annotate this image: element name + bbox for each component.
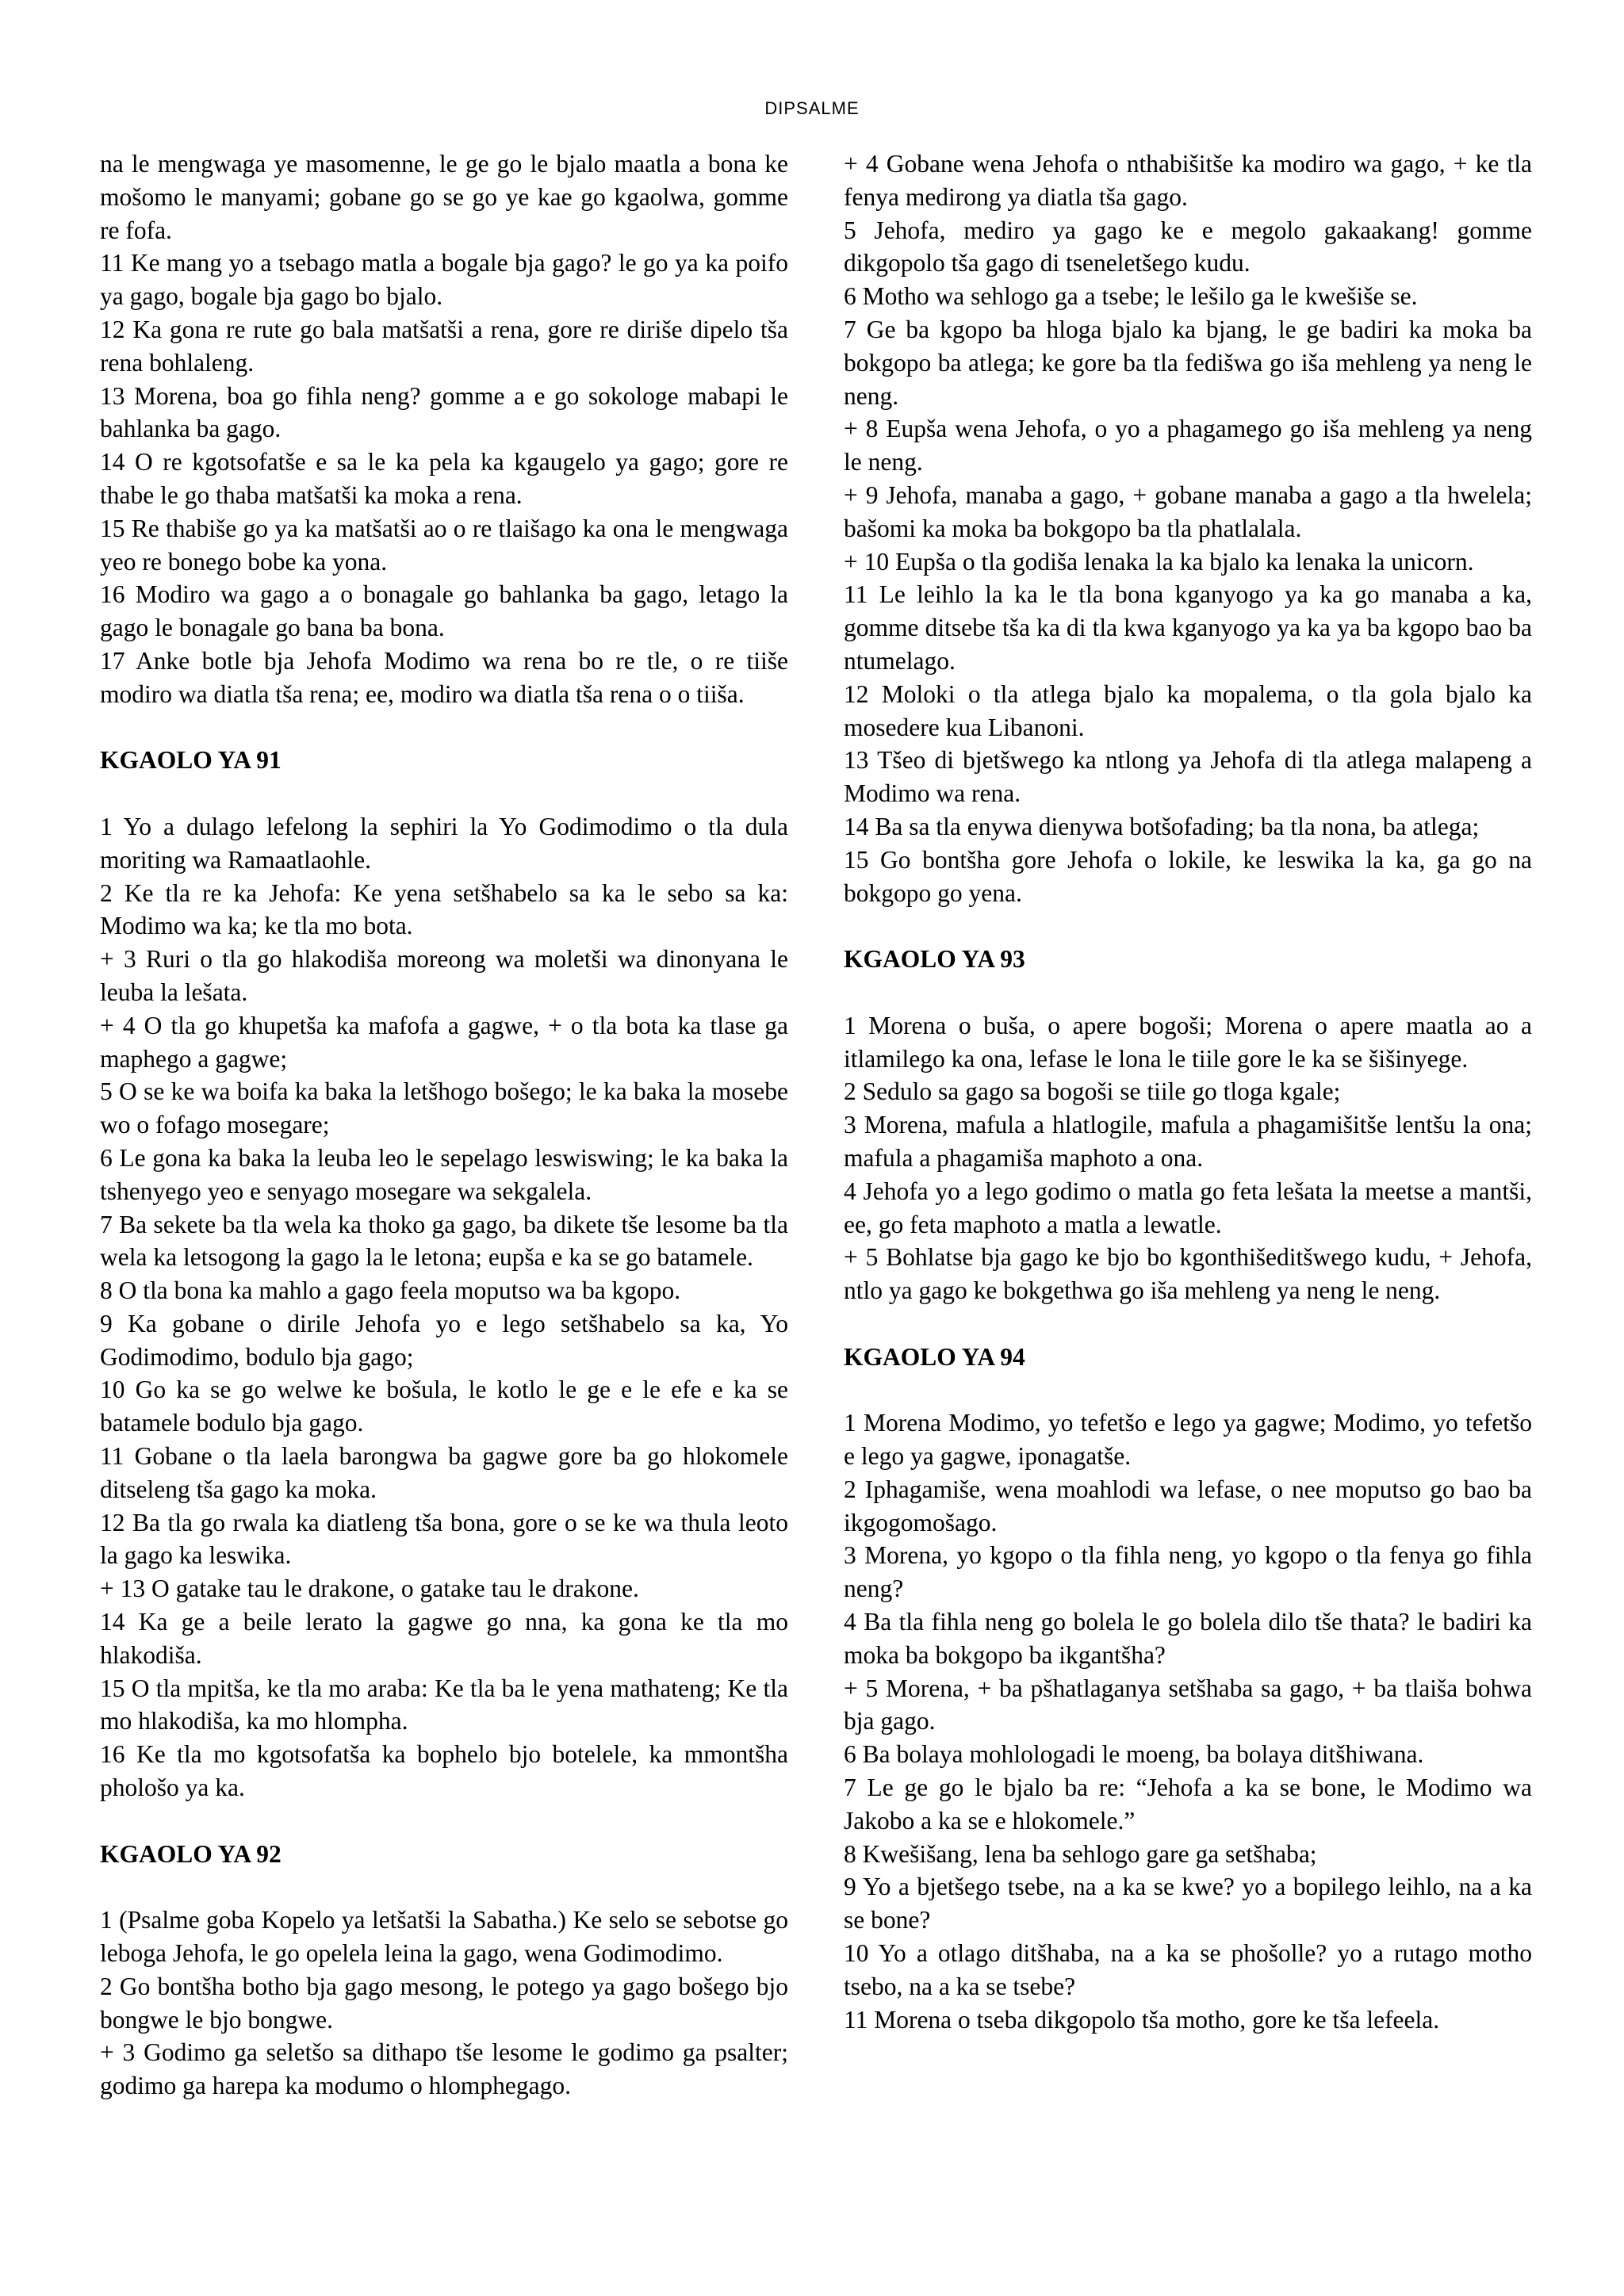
verse-paragraph: + 5 Morena, + ba pšhatlaganya setšhaba sa gago, + ba tlaiša bohwa bja gago. bbox=[844, 1674, 1532, 1735]
verse-paragraph: 17 Anke botle bja Jehofa Modimo wa rena bo re tle, o re tiiše modiro wa diatla tša rena; ee, modiro wa diatla tša rena o o tiiša. bbox=[100, 646, 788, 708]
paragraph-spacer bbox=[100, 1870, 788, 1904]
verse-paragraph: + 4 Gobane wena Jehofa o nthabišitše ka modiro wa gago, + ke tla fenya medirong ya diatla tša gago. bbox=[844, 150, 1532, 211]
verse-paragraph: 13 Morena, boa go fihla neng? gomme a e go sokologe mabapi le bahlanka ba gago. bbox=[100, 381, 788, 443]
verse-paragraph: 15 Go bontšha gore Jehofa o lokile, ke leswika la ka, ga go na bokgopo go yena. bbox=[844, 845, 1532, 907]
verse-paragraph: 4 Jehofa yo a lego godimo o matla go feta lešata la meetse a mantši, ee, go feta maphoto a matla a lewatle. bbox=[844, 1177, 1532, 1238]
verse-paragraph: 6 Le gona ka baka la leuba leo le sepelago leswiswing; le ka baka la tshenyego yeo e senyago mosegare wa sekgalela. bbox=[100, 1143, 788, 1205]
verse-paragraph: 9 Ka gobane o dirile Jehofa yo e lego setšhabelo sa ka, Yo Godimodimo, bodulo bja gago; bbox=[100, 1309, 788, 1371]
verse-paragraph: 11 Morena o tseba dikgopolo tša motho, gore ke tša lefeela. bbox=[844, 2005, 1440, 2034]
verse-paragraph: 10 Go ka se go welwe ke bošula, le kotlo le ge e le efe e ka se batamele bodulo bja gago. bbox=[100, 1376, 788, 1437]
paragraph-spacer bbox=[100, 777, 788, 810]
verse-paragraph: 2 Go bontšha botho bja gago mesong, le potego ya gago bošego bjo bongwe le bjo bongwe. bbox=[100, 1972, 788, 2034]
verse-paragraph: + 3 Godimo ga seletšo sa dithapo tše lesome le godimo ga psalter; godimo ga harepa ka modumo o hlomphegago. bbox=[100, 2038, 788, 2100]
verse-paragraph: 7 Le ge go le bjalo ba re: “Jehofa a ka se bone, le Modimo wa Jakobo a ka se e hlokomele.” bbox=[844, 1774, 1532, 1835]
verse-paragraph: 8 Kwešišang, lena ba sehlogo gare ga setšhaba; bbox=[844, 1839, 1317, 1868]
verse-paragraph: 10 Yo a otlago ditšhaba, na a ka se phošolle? yo a rutago motho tsebo, na a ka se tsebe? bbox=[844, 1939, 1532, 2000]
verse-paragraph: 6 Motho wa sehlogo ga a tsebe; le lešilo ga le kwešiše se. bbox=[844, 282, 1418, 311]
verse-paragraph: 13 Tšeo di bjetšwego ka ntlong ya Jehofa di tla atlega malapeng a Modimo wa rena. bbox=[844, 746, 1532, 808]
verse-paragraph: 7 Ge ba kgopo ba hloga bjalo ka bjang, le ge badiri ka moka ba bokgopo ba atlega; ke gore ba tla fedišwa go iša mehleng ya neng le neng. bbox=[844, 315, 1532, 410]
chapter-heading: KGAOLO YA 92 bbox=[100, 1839, 282, 1868]
verse-paragraph: 4 Ba tla fihla neng go bolela le go bolela dilo tše thata? le badiri ka moka ba bokgopo ba ikgantšha? bbox=[844, 1608, 1532, 1669]
verse-paragraph: + 9 Jehofa, manaba a gago, + gobane manaba a gago a tla hwelela; bašomi ka moka ba bokgopo ba tla phatlalala. bbox=[844, 480, 1532, 542]
verse-paragraph: 12 Moloki o tla atlega bjalo ka mopalema, o tla gola bjalo ka mosedere kua Libanoni. bbox=[844, 679, 1532, 741]
verse-paragraph: 14 Ba sa tla enywa dienywa botšofading; ba tla nona, ba atlega; bbox=[844, 812, 1480, 840]
verse-paragraph: 2 Iphagamiše, wena moahlodi wa lefase, o nee moputso go bao ba ikgogomošago. bbox=[844, 1475, 1532, 1536]
verse-paragraph: 15 Re thabiše go ya ka matšatši ao o re tlaišago ka ona le mengwaga yeo re bonego bobe ka yona. bbox=[100, 514, 788, 576]
verse-paragraph: 2 Sedulo sa gago sa bogoši se tiile go tloga kgale; bbox=[844, 1077, 1341, 1106]
verse-paragraph: 16 Ke tla mo kgotsofatša ka bophelo bjo botelele, ka mmontšha phološo ya ka. bbox=[100, 1740, 788, 1802]
verse-paragraph: 6 Ba bolaya mohlologadi le moeng, ba bolaya ditšhiwana. bbox=[844, 1740, 1424, 1769]
verse-paragraph: + 5 Bohlatse bja gago ke bjo bo kgonthišeditšwego kudu, + Jehofa, ntlo ya gago ke bokgethwa go iša mehleng ya neng le neng. bbox=[844, 1243, 1532, 1305]
verse-paragraph: 5 Jehofa, mediro ya gago ke e megolo gakaakang! gomme dikgopolo tša gago di tseneletšego kudu. bbox=[844, 216, 1532, 277]
verse-paragraph: 1 Yo a dulago lefelong la sephiri la Yo Godimodimo o tla dula moriting wa Ramaatlaohle. bbox=[100, 812, 788, 874]
paragraph-spacer bbox=[844, 1373, 1532, 1406]
verse-paragraph: 11 Le leihlo la ka le tla bona kganyogo ya ka go manaba a ka, gomme ditsebe tša ka di tla kwa kganyogo ya ka ya ba kgopo bao ba ntumelago. bbox=[844, 580, 1532, 675]
right-column bbox=[844, 147, 1532, 2036]
paragraph-spacer bbox=[844, 1307, 1532, 1341]
verse-paragraph: + 4 O tla go khupetša ka mafofa a gagwe, + o tla bota ka tlase ga maphego a gagwe; bbox=[100, 1011, 788, 1073]
verse-paragraph: + 3 Ruri o tla go hlakodiša moreong wa moletši wa dinonyana le leuba la lešata. bbox=[100, 945, 788, 1006]
verse-paragraph: + 10 Eupša o tla godiša lenaka la ka bjalo ka lenaka la unicorn. bbox=[844, 547, 1474, 576]
verse-paragraph: 8 O tla bona ka mahlo a gago feela moputso wa ba kgopo. bbox=[100, 1276, 681, 1305]
verse-paragraph: 1 Morena o buša, o apere bogoši; Morena o apere maatla ao a itlamilego ka ona, lefase le lona le tiile gore le ka se šišinyege. bbox=[844, 1011, 1532, 1073]
verse-paragraph: 12 Ka gona re rute go bala matšatši a rena, gore re diriše dipelo tša rena bohlaleng. bbox=[100, 315, 788, 377]
verse-paragraph: 1 Morena Modimo, yo tefetšo e lego ya gagwe; Modimo, yo tefetšo e lego ya gagwe, iponagatše. bbox=[844, 1409, 1532, 1471]
paragraph-spacer bbox=[100, 1804, 788, 1838]
verse-paragraph: 3 Morena, yo kgopo o tla fihla neng, yo kgopo o tla fenya go fihla neng? bbox=[844, 1541, 1532, 1603]
verse-paragraph: 3 Morena, mafula a hlatlogile, mafula a phagamišitše lentšu la ona; mafula a phagamiša maphoto a ona. bbox=[844, 1111, 1532, 1172]
chapter-heading: KGAOLO YA 94 bbox=[844, 1342, 1025, 1371]
verse-paragraph: 16 Modiro wa gago a o bonagale go bahlanka ba gago, letago la gago le bonagale go bana ba bona. bbox=[100, 580, 788, 642]
verse-paragraph: 2 Ke tla re ka Jehofa: Ke yena setšhabelo sa ka le sebo sa ka: Modimo wa ka; ke tla mo bota. bbox=[100, 878, 788, 940]
verse-paragraph: 7 Ba sekete ba tla wela ka thoko ga gago, ba dikete tše lesome ba tla wela ka letsogong la gago la le letona; eupša e ka se go batamele. bbox=[100, 1210, 788, 1272]
paragraph-spacer bbox=[844, 909, 1532, 943]
verse-paragraph: 5 O se ke wa boifa ka baka la letšhogo bošego; le ka baka la mosebe wo o fofago mosegare; bbox=[100, 1077, 788, 1139]
verse-paragraph: 11 Gobane o tla laela barongwa ba gagwe gore ba go hlokomele ditseleng tša gago ka moka. bbox=[100, 1442, 788, 1503]
verse-paragraph: 12 Ba tla go rwala ka diatleng tša bona, gore o se ke wa thula leoto la gago ka leswika. bbox=[100, 1508, 788, 1570]
verse-paragraph: 9 Yo a bjetšego tsebe, na a ka se kwe? yo a bopilego leihlo, na a ka se bone? bbox=[844, 1873, 1532, 1934]
chapter-heading: KGAOLO YA 93 bbox=[844, 945, 1025, 974]
verse-paragraph: 1 (Psalme goba Kopelo ya letšatši la Sabatha.) Ke selo se sebotse go leboga Jehofa, le go opelela leina la gago, wena Godimodimo. bbox=[100, 1906, 788, 1968]
verse-paragraph: 14 O re kgotsofatše e sa le ka pela ka kgaugelo ya gago; gore re thabe le go thaba matšatši ka moka a rena. bbox=[100, 448, 788, 509]
verse-paragraph: 14 Ka ge a beile lerato la gagwe go nna, ka gona ke tla mo hlakodiša. bbox=[100, 1608, 788, 1669]
paragraph-spacer bbox=[844, 976, 1532, 1009]
verse-paragraph: + 13 O gatake tau le drakone, o gatake tau le drakone. bbox=[100, 1575, 639, 1603]
chapter-heading: KGAOLO YA 91 bbox=[100, 746, 282, 775]
verse-paragraph: na le mengwaga ye masomenne, le ge go le bjalo maatla a bona ke mošomo le manyami; gobane go se go ye kae go kgaolwa, gomme re fofa. bbox=[100, 150, 788, 244]
verse-paragraph: 15 O tla mpitša, ke tla mo araba: Ke tla ba le yena mathateng; Ke tla mo hlakodiša, ka mo hlompha. bbox=[100, 1674, 788, 1735]
verse-paragraph: + 8 Eupša wena Jehofa, o yo a phagamego go iša mehleng ya neng le neng. bbox=[844, 415, 1532, 476]
running-header: DIPSALME bbox=[764, 98, 860, 118]
left-column bbox=[100, 147, 788, 2103]
verse-paragraph: 11 Ke mang yo a tsebago matla a bogale bja gago? le go ya ka poifo ya gago, bogale bja gago bo bjalo. bbox=[100, 249, 788, 311]
paragraph-spacer bbox=[100, 711, 788, 744]
